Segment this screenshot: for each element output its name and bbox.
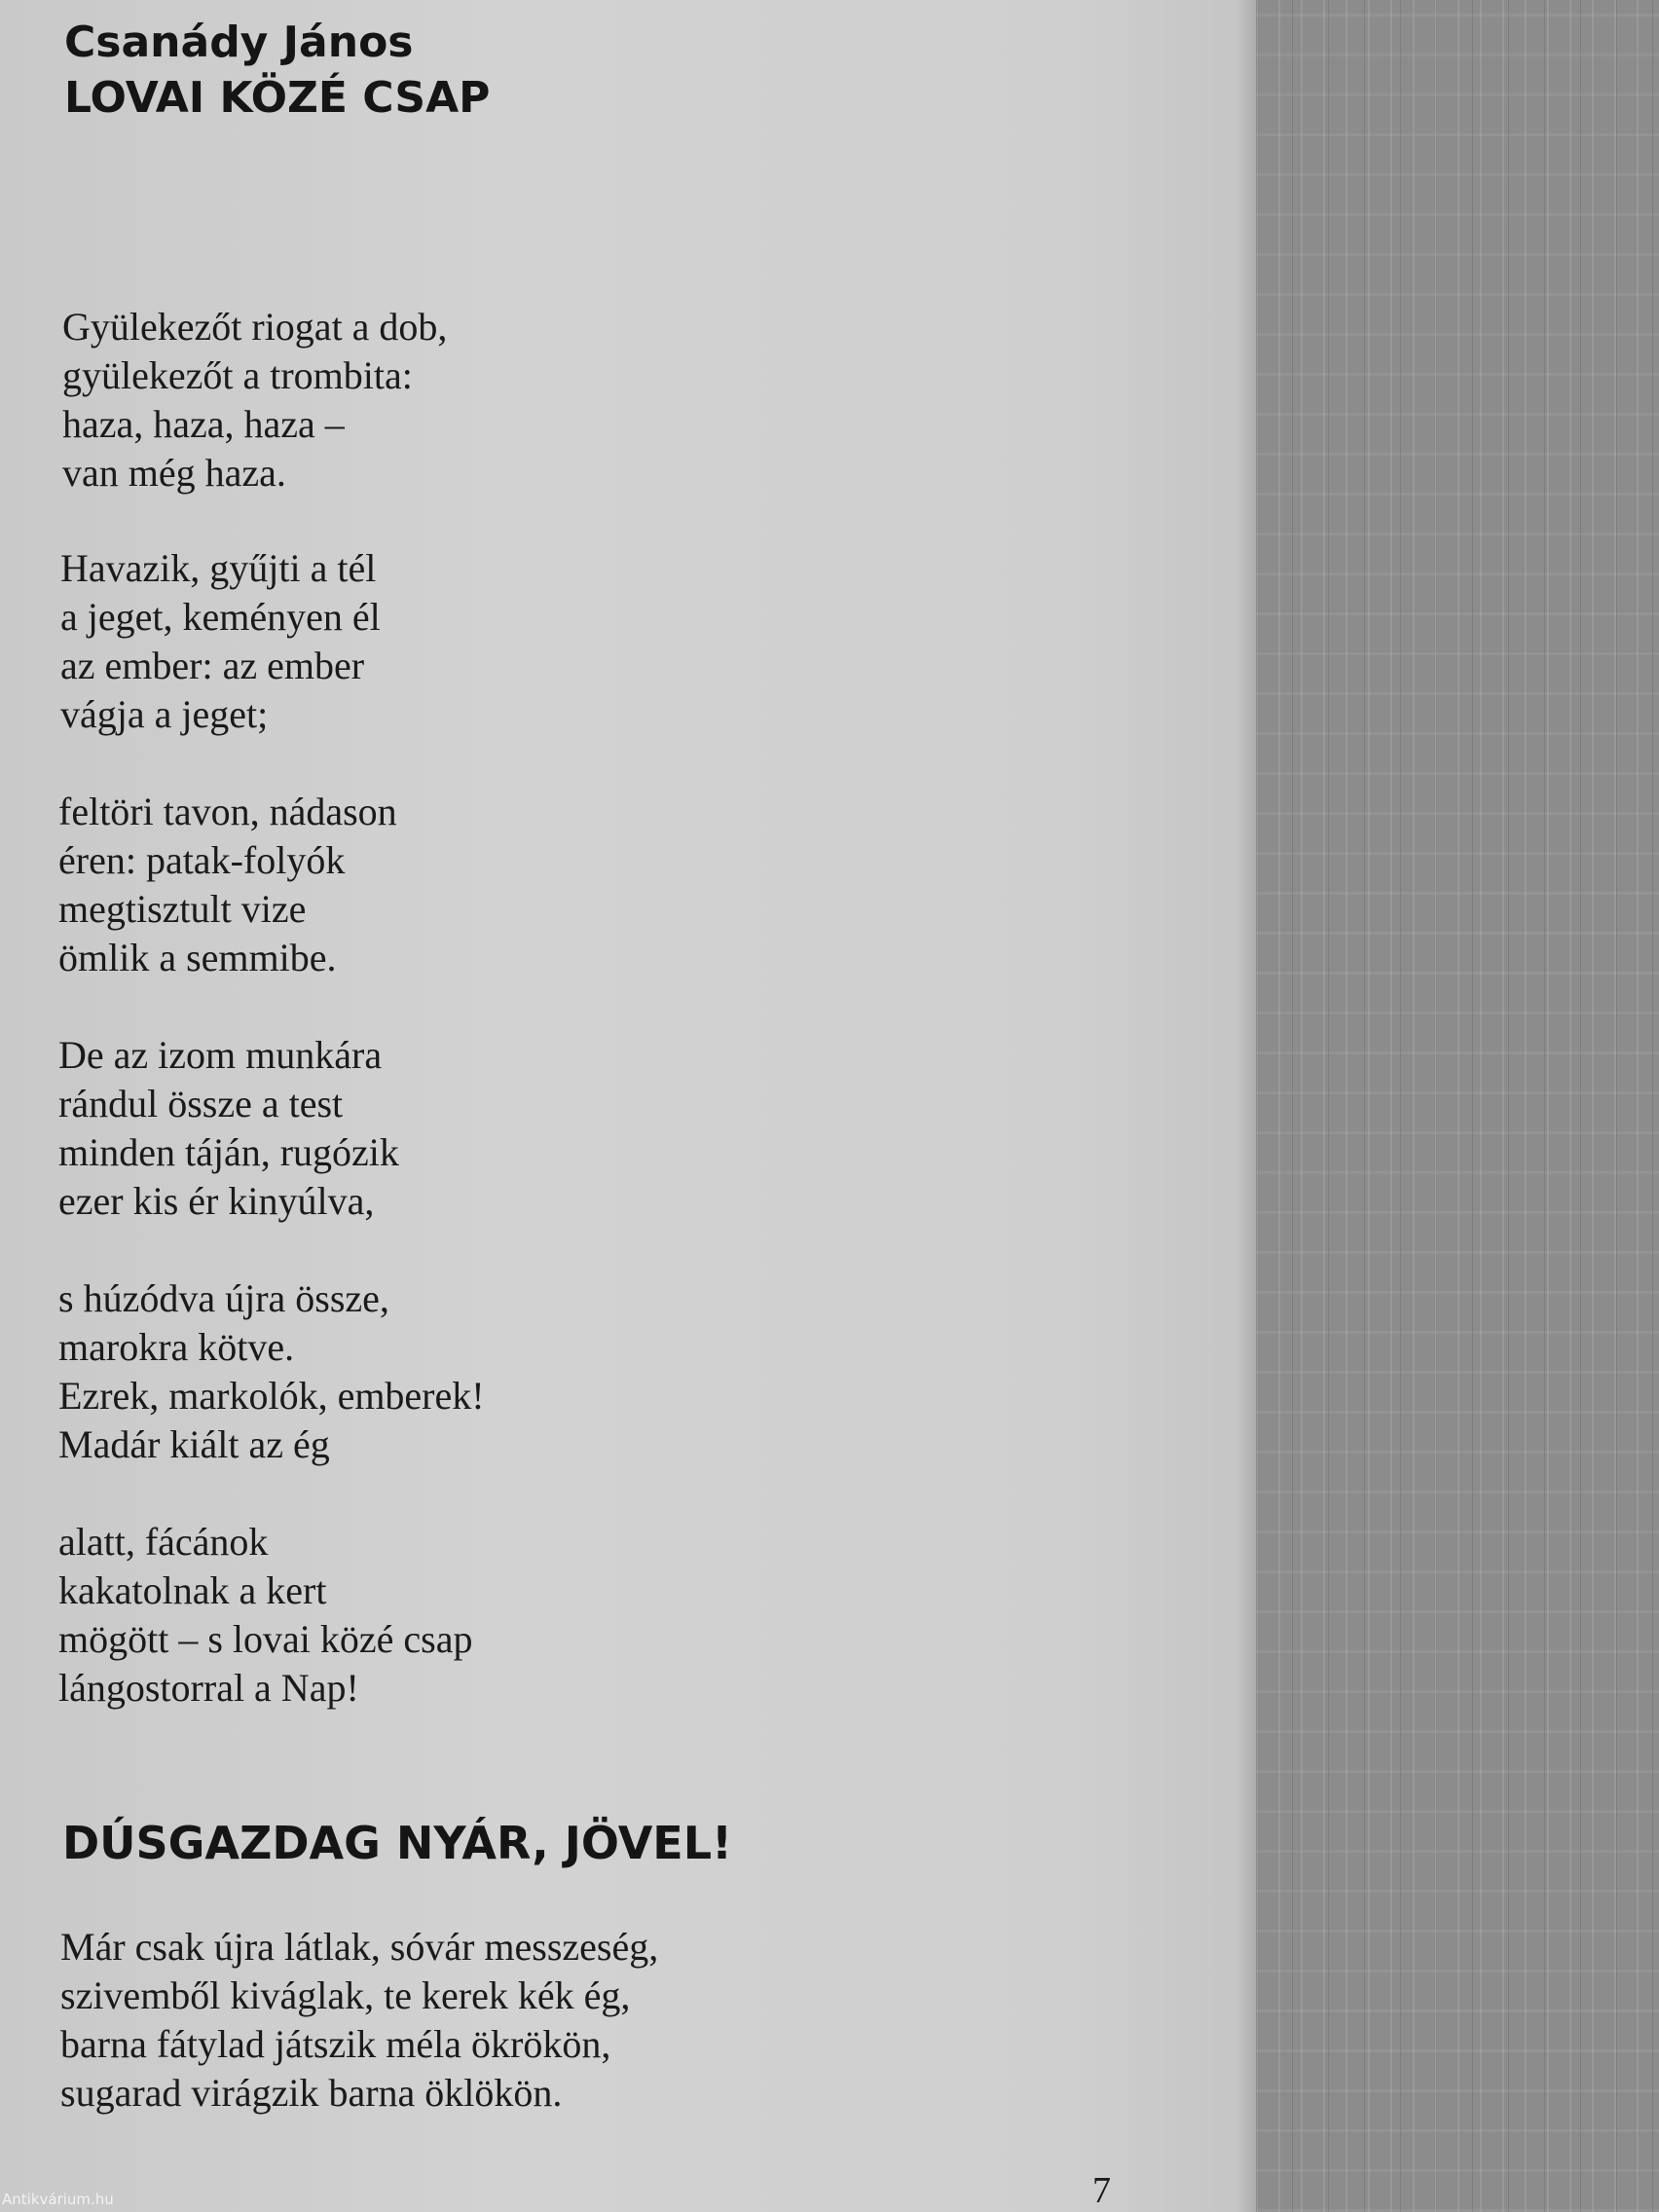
table-surface — [1256, 0, 1659, 2212]
poem-title: DÚSGAZDAG NYÁR, JÖVEL! — [62, 1817, 733, 1869]
verse-line: Havazik, gyűjti a tél — [60, 546, 377, 590]
verse-line: a jeget, keményen él — [60, 595, 381, 639]
author-name: Csanády János — [64, 18, 414, 67]
verse-line: lángostorral a Nap! — [58, 1666, 359, 1710]
verse-line: feltöri tavon, nádason — [58, 790, 397, 833]
stanza-1 — [62, 303, 447, 498]
verse-line: minden táján, rugózik — [58, 1130, 399, 1174]
page-number: 7 — [1092, 2170, 1111, 2211]
stanza-2 — [60, 544, 381, 739]
verse-line: ömlik a semmibe. — [58, 936, 337, 979]
verse-line: ezer kis ér kinyúlva, — [58, 1179, 375, 1223]
verse-line: az ember: az ember — [60, 644, 365, 687]
verse-line: alatt, fácánok — [58, 1520, 269, 1564]
verse-line: vágja a jeget; — [60, 692, 269, 736]
stanza-4 — [58, 1031, 399, 1226]
verse-line: Már csak újra látlak, sóvár messzeség, — [60, 1925, 659, 1969]
verse-line: éren: patak-folyók — [58, 838, 346, 882]
stanza-3 — [58, 788, 397, 982]
verse-line: De az izom munkára — [58, 1033, 383, 1077]
verse-line: mögött – s lovai közé csap — [58, 1617, 473, 1661]
verse-line: Madár kiált az ég — [58, 1422, 330, 1466]
verse-line: kakatolnak a kert — [58, 1568, 327, 1612]
verse-line: gyülekezőt a trombita: — [62, 353, 413, 397]
verse-line: van még haza. — [62, 451, 286, 495]
verse-line: sugarad virágzik barna öklökön. — [60, 2071, 563, 2115]
verse-line: Gyülekezőt riogat a dob, — [62, 305, 448, 349]
verse-line: marokra kötve. — [58, 1325, 295, 1369]
verse-line: szivemből kiváglak, te kerek kék ég, — [60, 1973, 631, 2017]
verse-line: megtisztult vize — [58, 887, 307, 931]
page-edge-shadow — [1236, 0, 1256, 2212]
verse-line: rándul össze a test — [58, 1082, 344, 1125]
stanza-6 — [58, 1518, 472, 1713]
verse-line: Ezrek, markolók, emberek! — [58, 1374, 485, 1418]
stanza-5 — [58, 1274, 485, 1469]
verse-line: barna fátylad játszik méla ökrökön, — [60, 2022, 611, 2066]
poem-title: LOVAI KÖZÉ CSAP — [64, 73, 491, 123]
watermark: Antikvárium.hu — [2, 2191, 114, 2208]
verse-line: s húzódva újra össze, — [58, 1276, 389, 1320]
verse-line: haza, haza, haza – — [62, 402, 345, 446]
stanza-1 — [60, 1923, 658, 2118]
